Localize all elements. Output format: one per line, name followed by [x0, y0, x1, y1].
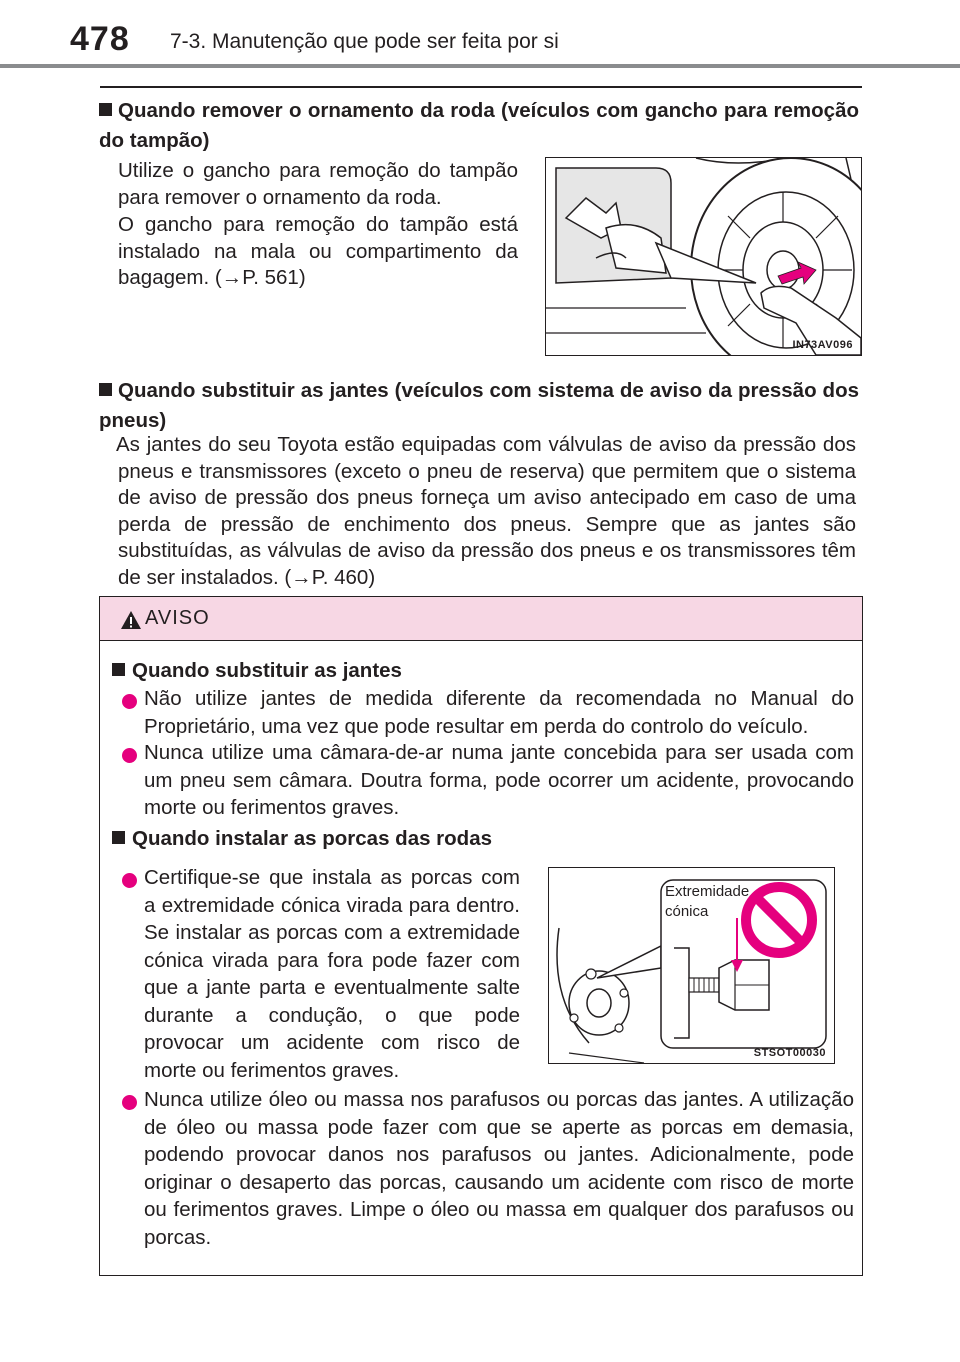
- warning-header: [100, 597, 862, 641]
- figure-code: IN73AV096: [792, 339, 853, 351]
- section1-para2: O gancho para remoção do tampão está instalado na mala ou compartimento da bagagem. (→P. 561): [118, 213, 518, 289]
- square-bullet-icon: [112, 831, 125, 844]
- figure-label: Extremidade cónica: [665, 883, 750, 920]
- square-bullet-icon: [99, 103, 112, 116]
- warning-sub2-bullet1: Certifique-se que instala as porcas com a extremidade cónica virada para dentro. Se instalar as porcas com a extremidade cónica virada para fora pode fazer com que a jante parta e eventualmente salte durante a condução, o que pode provocar um acidente com risco de morte ou ferimentos graves.: [144, 866, 520, 1082]
- square-bullet-icon: [99, 383, 112, 396]
- figure-code: STSOT00030: [753, 1047, 826, 1059]
- page-header: [0, 0, 960, 72]
- warning-sub1-bullet2: Nunca utilize uma câmara-de-ar numa jante concebida para ser usada com um pneu sem câmara. Doutra forma, pode ocorrer um acidente, provocando morte ou ferimentos graves.: [144, 741, 854, 819]
- section1-para1: Utilize o gancho para remoção do tampão para remover o ornamento da roda.: [118, 159, 518, 209]
- bullet-dot-icon: [122, 694, 137, 709]
- warning-sub2-bullet2: Nunca utilize óleo ou massa nos parafusos ou porcas das jantes. A utilização de óleo ou massa pode fazer com que se aperte as porcas em demasia, podendo provocar danos nos parafusos ou jantes. Adicionalmente, pode originar o desaperto das porcas, causando um acidente com risco de morte ou ferimentos graves. Limpe o óleo ou massa em qualquer dos parafusos ou porcas.: [144, 1088, 854, 1249]
- section2-para: As jantes do seu Toyota estão equipadas com válvulas de aviso da pressão dos pneus e transmissores (exceto o pneu de reserva) que permitem que o sistema de aviso de pressão dos pneus forneça um aviso antecipado em caso de uma perda de pressão de enchimento dos pneus. Sempre que as jantes são substituídas, as válvulas de aviso da pressão dos pneus e os transmissores têm de ser instalados. (→P. 460): [116, 433, 856, 589]
- warning-box: [99, 596, 863, 1276]
- page-number: 478: [70, 20, 130, 58]
- content-divider: [100, 86, 862, 88]
- bullet-dot-icon: [122, 748, 137, 763]
- section-title: 7-3. Manutenção que pode ser feita por si: [170, 30, 559, 53]
- square-bullet-icon: [112, 663, 125, 676]
- wheel-ornament-figure: [545, 157, 862, 356]
- warning-title: AVISO: [145, 607, 210, 629]
- bullet-dot-icon: [122, 1095, 137, 1110]
- warning-triangle-icon: [120, 610, 142, 630]
- bullet-dot-icon: [122, 873, 137, 888]
- warning-sub1-heading: Quando substituir as jantes: [112, 657, 402, 685]
- header-divider: [0, 64, 960, 68]
- hubcap-removal-illustration: [546, 158, 861, 355]
- warning-sub2-heading: Quando instalar as porcas das rodas: [112, 825, 492, 853]
- section2-heading: Quando substituir as jantes (veículos com sistema de aviso da pressão dos pneus): [99, 379, 859, 432]
- warning-sub1-bullet1: Não utilize jantes de medida diferente da recomendada no Manual do Proprietário, uma vez que pode resultar em perda do controlo do veículo.: [144, 687, 854, 738]
- wheel-nut-figure: [548, 867, 835, 1064]
- section1-heading: Quando remover o ornamento da roda (veículos com gancho para remoção do tampão): [99, 99, 859, 152]
